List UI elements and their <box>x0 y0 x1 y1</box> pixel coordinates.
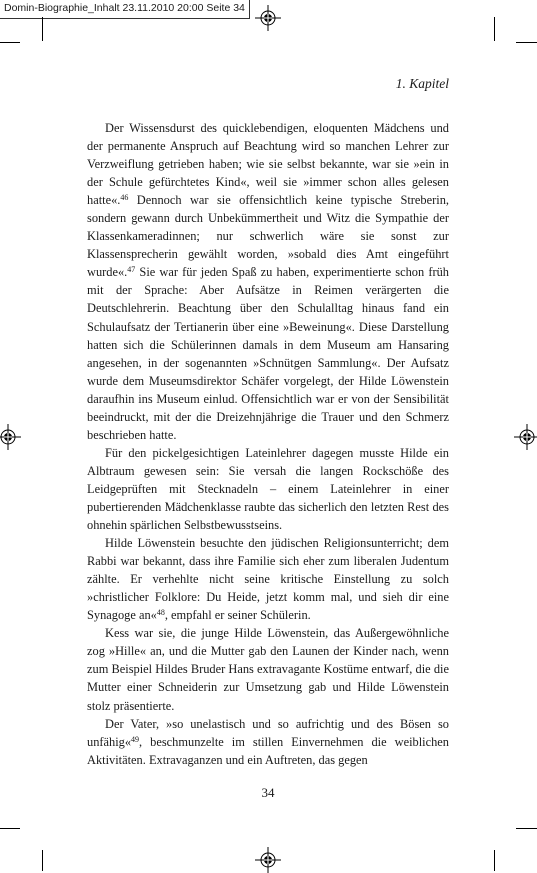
paragraph <box>87 624 449 714</box>
paragraph <box>87 534 449 624</box>
registration-mark-left-icon <box>0 424 21 450</box>
footnote-ref: 49 <box>131 734 140 744</box>
crop-mark-top-right-h <box>516 42 537 43</box>
crop-mark-bottom-left-h <box>0 828 20 829</box>
text-run: Der Wissensdurst des quicklebendigen, eloquenten Mädchens und der permanente Anspruch auf Beachtung wird so manchen Lehrer zur Verzweiflung getrieben haben; wie sie selbst bekannte, war sie »ein in der Schule gefürchtetes Kind«, weil sie »immer schon alles gelesen hatte«. <box>87 121 449 208</box>
text-run: Sie war für jeden Spaß zu haben, experimentierte schon früh mit der Sprache: Aber Aufsätze in Reimen verärgerten die Deutschlehrerin. Beachtung über den Schulalltag hinaus fand ein Schulaufsatz der Tertianerin über eine »Beweinung«. Diese Darstellung hatten sich die Schülerinnen damals in dem Museum am Hansaring angesehen, in der sogenannten »Schnütgen Sammlung«. Der Aufsatz wurde dem Museumsdirektor Schäfer vorgelegt, der Hilde Löwenstein daraufhin ins Museum einlud. Offensichtlich war er von der Sensibilität beeindruckt, mit der die Dreizehnjährige die Trauer und den Schmerz beschrieben hatte. <box>87 265 449 442</box>
text-run: , beschmunzelte im stillen Einvernehmen die weiblichen Aktivitäten. Extravaganzen und ein Auftreten, das gegen <box>87 734 449 767</box>
text-run: Dennoch war sie offensichtlich keine typische Streberin, sondern gewann durch Unbekümmertheit und Witz die Sympathie der Klassenkameradinnen; nur schwerlich wäre sie sonst zur Klassensprecherin gewählt worden, »sobald dies Amt eingeführt wurde«. <box>87 193 449 280</box>
crop-mark-top-left-h <box>0 42 20 43</box>
crop-mark-top-left-v <box>42 17 43 41</box>
text-run: Der Vater, »so unelastisch und so aufrichtig und des Bösen so unfähig« <box>87 716 449 749</box>
text-run: Hilde Löwenstein besuchte den jüdischen Religionsunterricht; dem Rabbi war bekannt, dass ihre Familie sich eher zum liberalen Judentum zählte. Er verhehlte nicht seine kritische Einstellung zu solch »christlicher Folklore: Du Heide, jetzt komm mal, und sieh dir eine Synagoge an« <box>87 536 449 623</box>
footnote-ref: 46 <box>120 193 129 203</box>
registration-mark-bottom-icon <box>255 847 281 873</box>
paragraph <box>87 119 449 444</box>
paragraph <box>87 715 449 769</box>
crop-mark-top-right-v <box>494 17 495 41</box>
crop-mark-bottom-right-v <box>494 850 495 871</box>
print-slug <box>0 0 250 19</box>
footnote-ref: 48 <box>156 608 165 618</box>
crop-mark-bottom-left-v <box>42 850 43 871</box>
registration-mark-top-icon <box>255 5 281 31</box>
text-run: Kess war sie, die junge Hilde Löwenstein, das Außergewöhnliche zog »Hille« an, und die Mutter gab den Launen der Kinder nach, wenn zum Beispiel Hildes Bruder Hans extravagante Kostüme entwarf, die die Mutter einer Schneiderin zur Umsetzung gab und Hilde Löwenstein stolz präsentierte. <box>87 626 449 713</box>
page-number: 34 <box>261 785 275 800</box>
text-run: Für den pickelgesichtigen Lateinlehrer dagegen musste Hilde ein Albtraum gewesen sein: Sie versah die langen Rockschöße des Leidgeprüften mit Stecknadeln – einem Lateinlehrer in einer pubertierenden Mädchenklasse raubte das sicherlich den letzten Rest des ohnehin spärlichen Selbstbewusstseins. <box>87 445 449 533</box>
body-text <box>87 119 449 769</box>
registration-mark-right-icon <box>514 424 537 450</box>
print-slug-text: Domin-Biographie_Inhalt 23.11.2010 20:00 Seite 34 <box>4 2 245 14</box>
crop-mark-bottom-right-h <box>516 828 537 829</box>
footnote-ref: 47 <box>127 265 136 275</box>
paragraph <box>87 444 449 534</box>
text-run: , empfahl er seiner Schülerin. <box>164 608 311 623</box>
running-head: 1. Kapitel <box>395 76 449 91</box>
